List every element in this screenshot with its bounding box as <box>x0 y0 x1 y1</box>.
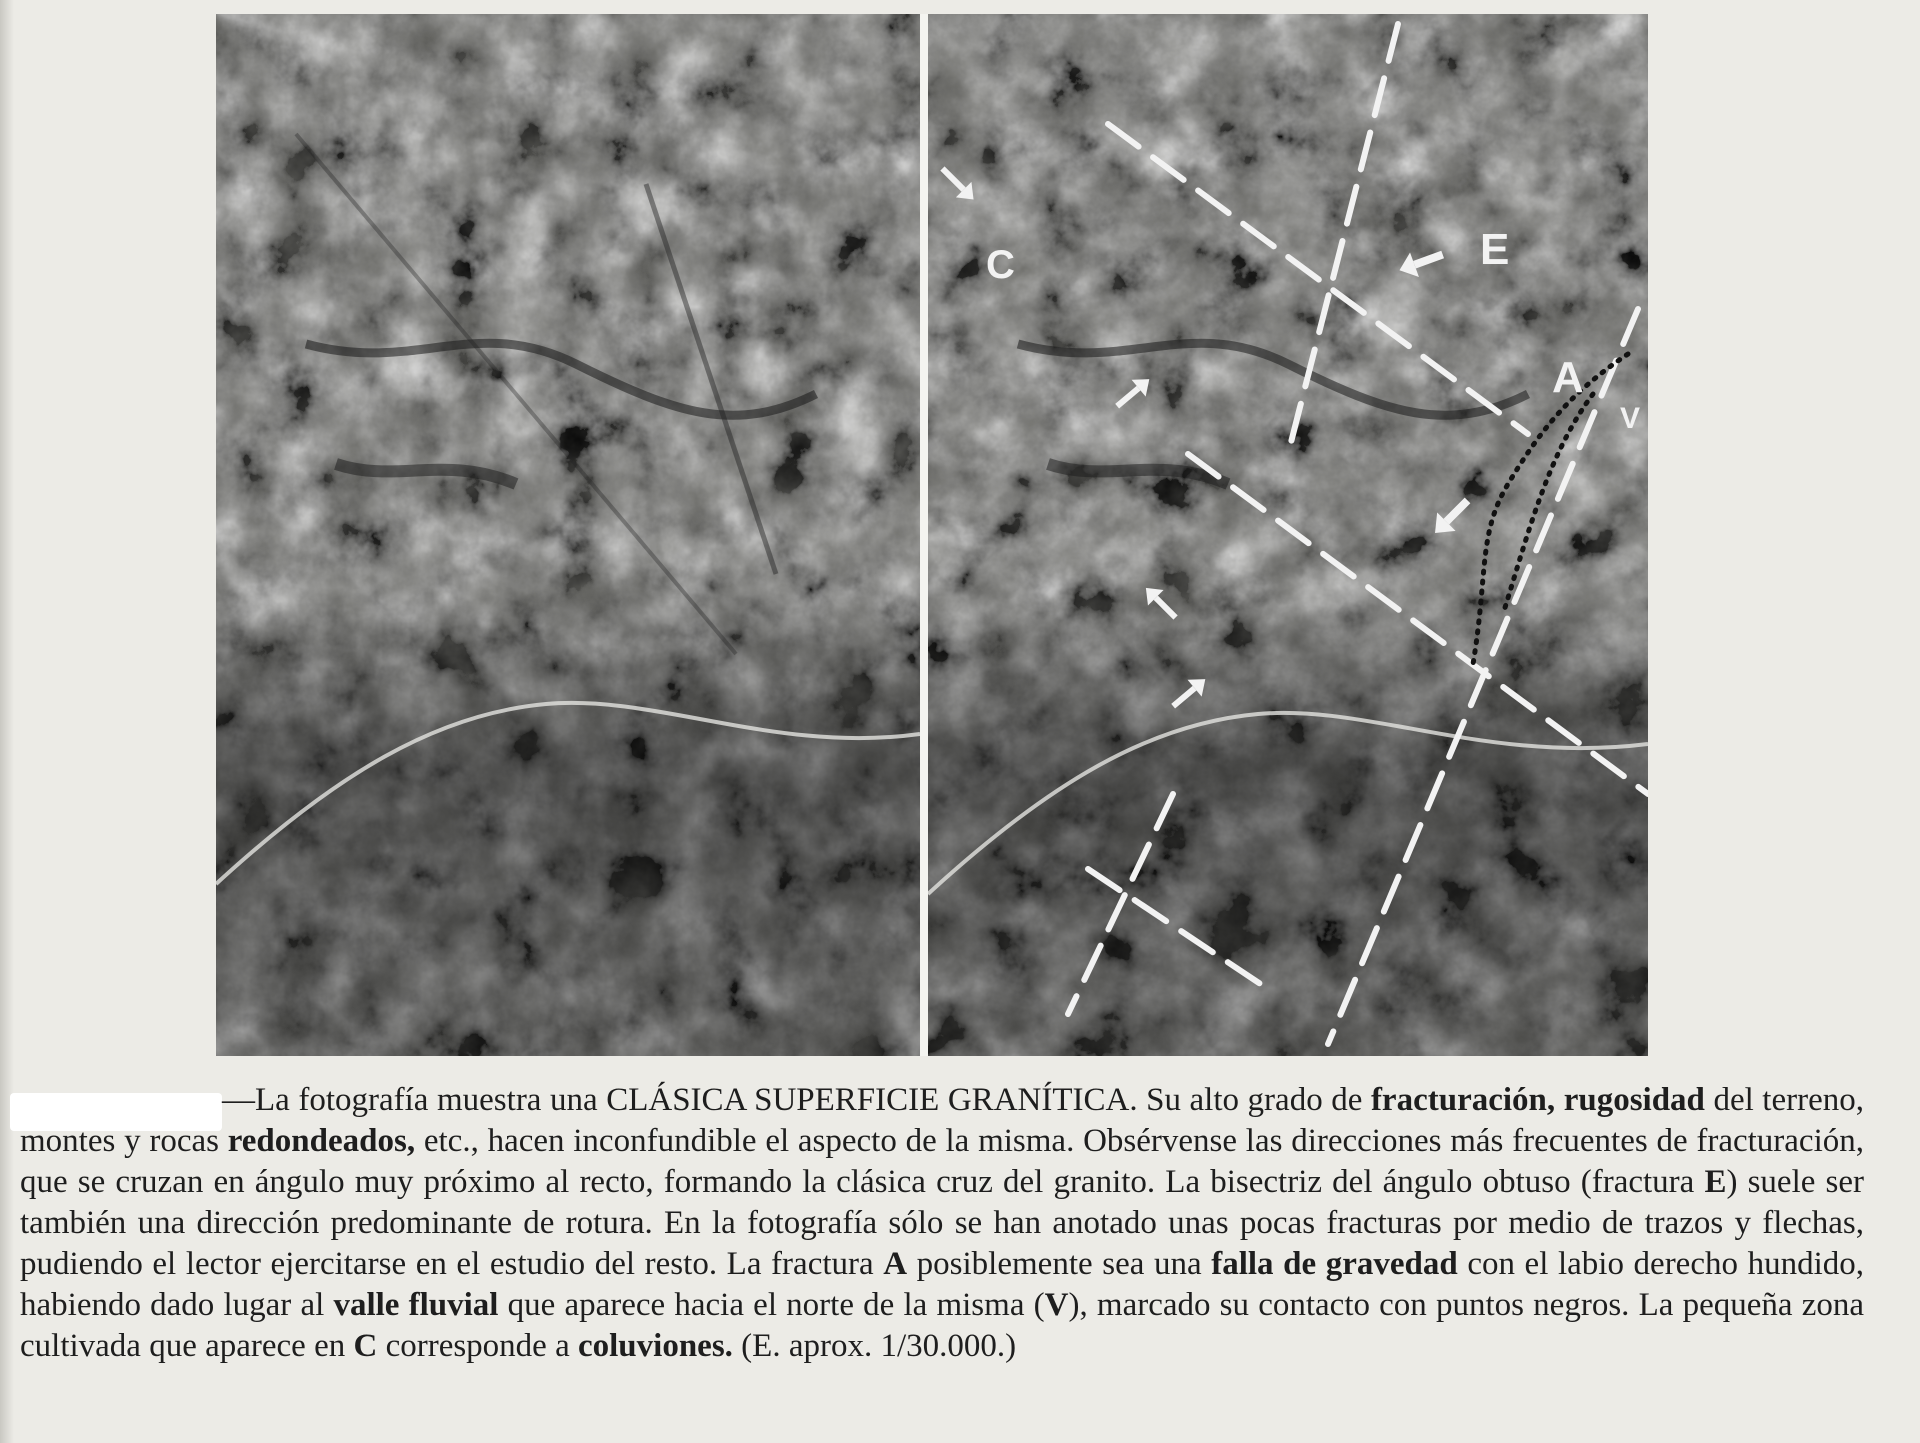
page-edge-shadow <box>0 0 14 1443</box>
caption-bold-a: A <box>883 1246 908 1282</box>
caption-text-3: del terreno, montes y rocas <box>20 1082 1865 1159</box>
caption-text-4: etc., hacen inconfundible el aspecto de la misma. Obsérvense las direcciones más frecuentes de fracturación, que se cruzan en ángulo muy próximo al recto, formando la clásica cruz del granito. La bisectriz del ángulo obtuso (fractura <box>20 1123 1864 1200</box>
aerial-photo-right-image <box>928 14 1648 1056</box>
caption-bold-e: E <box>1704 1164 1727 1200</box>
caption-text-5: ) suele ser también una dirección predominante de rotura. En la fotografía sólo se han anotado unas pocas fracturas por medio de trazos y flechas, pudiendo el lector ejercitarse en el estudio del resto. La fractura <box>20 1164 1865 1282</box>
caption-text-9: ), marcado su contacto con puntos negros. La pequeña zona cultivada que aparece en <box>20 1287 1864 1364</box>
caption-bold-fracturacion: fracturación, <box>1370 1082 1556 1118</box>
label-c: C <box>986 243 1015 287</box>
caption-bold-valle: valle fluvial <box>333 1287 499 1323</box>
caption-bold-c: C <box>353 1328 378 1364</box>
figure-caption <box>20 1080 1864 1367</box>
caption-text-10: corresponde a <box>377 1328 578 1364</box>
caption-text-11: (E. aprox. 1/30.000.) <box>732 1328 1017 1364</box>
label-e: E <box>1480 225 1510 274</box>
caption-bold-falla: falla de gravedad <box>1211 1246 1458 1282</box>
caption-bold-coluviones: coluviones. <box>577 1328 733 1364</box>
caption-bold-redondeados: redondeados, <box>227 1123 416 1159</box>
label-a: A <box>1552 353 1584 402</box>
caption-bold-v: V <box>1044 1287 1069 1323</box>
caption-text-1: —La fotografía muestra una CLÁSICA SUPERFICIE GRANÍTICA. Su alto grado de <box>222 1082 1371 1118</box>
caption-text-7: con el labio derecho hundido, habiendo dado lugar al <box>20 1246 1864 1323</box>
caption-first-indent <box>20 1082 222 1118</box>
caption-text-6: posiblemente sea una <box>907 1246 1212 1282</box>
caption-text-2 <box>1555 1082 1564 1118</box>
caption-text-8: que aparece hacia el norte de la misma ( <box>498 1287 1045 1323</box>
aerial-photo-left-image <box>216 14 920 1056</box>
aerial-photo-left <box>216 14 920 1056</box>
caption-bold-rugosidad: rugosidad <box>1563 1082 1705 1118</box>
aerial-photo-right <box>928 14 1648 1056</box>
label-v: V <box>1620 402 1641 435</box>
photo-divider <box>920 14 928 1056</box>
